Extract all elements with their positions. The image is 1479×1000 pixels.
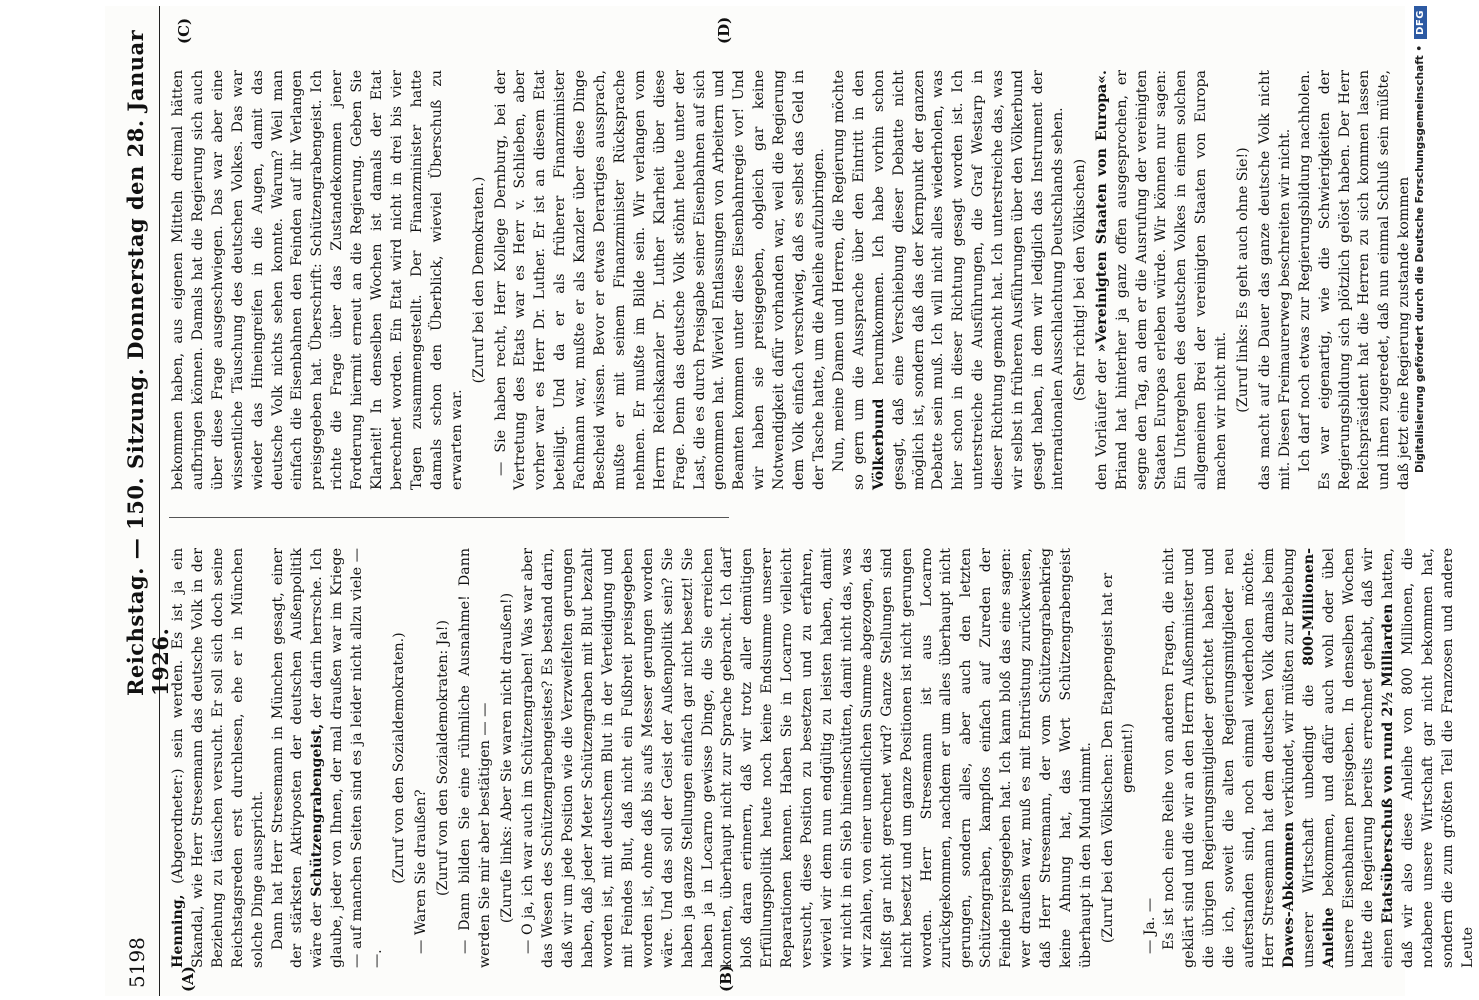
column-rule (169, 517, 729, 518)
interjection: (Zuruf links: Es geht auch ohne Sie!) (1235, 147, 1252, 413)
paragraph: — O ja, ich war auch im Schützengraben! Was war aber das Wesen des Schützengrabengeistes? Es bestand darin, daß wir um jede Position wie die Verzweifelten gerungen haben, daß jeder Meter Schützengraben mit Blut bezahlt worden ist, mit deutschem Blut in der Verteidigung und mit Feindes Blut, daß nicht ein Fußbreit preisgegeben worden ist, ohne daß bis aufs Messer gerungen worden wäre. Und das soll der Geist der Außenpolitik sein? Sie haben ja ganze Stellungen einfach gar nicht besetzt! Sie haben ja in Locarno gewisse Dinge, die Sie erreichen konnten, überhaupt nicht zur Sprache gebracht. Ich darf bloß daran erinnern, daß wir trotz aller demütigen Erfüllungspolitik heute noch keine Endsumme unserer Reparationen kennen. Haben Sie in Locarno vielleicht versucht, diese Position zu besetzen und zu erfahren, wieviel wir denn nun endgültig zu leisten haben, damit wir nicht in ein Sieb hineinschütten, damit nicht das, was wir zahlen, von einer unendlichen Summe abgezogen, das heißt gar nicht gerechnet wird? Ganze Stellungen sind nicht besetzt und um ganze Positionen ist nicht gerungen worden. Herr Stresemann ist aus Locarno zurückgekommen, nachdem er um alles überhaupt nicht gerungen, sondern alles, aber auch den letzten Schützengraben, kampflos einfach auf Zureden der Feinde preisgegeben hat. Ich kann bloß das eine sagen: wer draußen war, muß es mit Entrüstung zurückweisen, daß Herr Stresemann, der vom Schützengrabenkrieg keine Ahnung hat, das Wort Schützengrabengeist überhaupt in den Mund nimmt. (520, 548, 1094, 968)
margin-mark-d: (D) (715, 16, 733, 44)
paragraph: — Dann bilden Sie eine rühmliche Ausnahme! Dann werden Sie mir aber bestätigen — — (456, 548, 493, 968)
emphasis: Dawes-Abkommen (1280, 821, 1297, 968)
interjection: (Zuruf bei den Demokraten.) (470, 176, 487, 384)
emphasis: »Vereinigten Staaten von Europa«. (1093, 70, 1110, 353)
left-column (169, 547, 1476, 968)
speaker-name: Henning, (170, 894, 186, 968)
margin-mark-c: (C) (175, 17, 193, 44)
paragraph: Es ist noch eine Reihe von anderen Fragen, die nicht geklärt sind und die wir an den Herrn Außenminister und die übrigen Regierungsmitglieder gerichtet haben und die ich, soweit die alten Regierungsmitglieder neu auferstanden sind, noch einmal wiederholen möchte. Herr Stresemann hat dem deutschen Volk damals beim Dawes-Abkommen verkündet, wir müßten zur Belebung unserer Wirtschaft unbedingt die 800-Millionen-Anleihe bekommen, und dafür auch wohl oder übel unsere Eisenbahnen preisgeben. In denselben Wochen hatte die Regierung bereits errechnet gehabt, daß wir einen Etatsüberschuß von rund 2½ Milliarden hatten, daß wir also diese Anleihe von 800 Millionen, die notabene unsere Wirtschaft gar nicht bekommen hat, sondern die zum größten Teil die Franzosen und andere Leute (1161, 548, 1476, 968)
speaker-role: (Abgeordneter:) (170, 768, 186, 884)
paragraph: Ich darf noch etwas zur Regierungsbildung nachholen. Es war eigenartig, wie die Schwierigkeiten der Regierungsbildung sich plötzlich gelöst haben. Der Herr Reichspräsident hat die Herren zu sich kommen lassen und ihnen zugeredet, daß nun einmal Schluß sein müßte, daß jetzt eine Regierung zustande kommen (1296, 70, 1413, 490)
paragraph: — Sie haben recht, Herr Kollege Dernburg, bei der Vertretung des Etats war es Herr v. Schlieben, aber vorher war es Herr Dr. Luther. Er ist an diesem Etat beteiligt. Und da er als früherer Finanzminister Fachmann war, mußte er als Kanzler über diese Dinge Bescheid wissen. Bevor er etwas Derartiges aussprach, mußte er mit seinem Finanzminister Rücksprache nehmen. Er mußte im Bilde sein. Wir verlangen vom Herrn Reichskanzler Dr. Luther Klarheit über diese Frage. Denn das deutsche Volk stöhnt heute unter der Last, die es durch Preisgabe seiner Eisenbahnen auf sich genommen hat. Wieviel Entlassungen von Arbeitern und Beamten kommen unter diese Eisenbahnregie vor! Und wir haben sie preisgegeben, obgleich gar keine Notwendigkeit dafür vorhanden war, weil die Regierung dem Volk einfach verschwieg, daß es selbst das Geld in der Tasche hatte, um die Anleihe aufzubringen. (492, 70, 827, 490)
right-column (169, 70, 1413, 490)
interjection: (Zuruf von den Sozialdemokraten: Ja!) (434, 619, 451, 897)
margin-mark-b: (B) (717, 965, 735, 992)
running-header (115, 6, 173, 996)
paragraph-text: sein werden. Es ist ja ein Skandal, wie Herr Stresemann das deutsche Volk in der Beziehung zu täuschen versucht. Er soll sich doch seine Reichstagsreden erst durchlesen, ehe er in München solche Dinge ausspricht. (170, 547, 266, 968)
margin-mark-a: (A) (179, 966, 197, 992)
digitization-footer (1408, 6, 1432, 996)
interjection: (Sehr richtig! bei den Völkischen) (1071, 158, 1088, 402)
running-title: Reichstag. — 150. Sitzung. Donnerstag den 28. Januar 1926. (123, 29, 173, 696)
paragraph: Nun, meine Damen und Herren, die Regierung möchte so gern um die Aussprache über den Eintritt in den Völkerbund herumkommen. Ich habe vorhin schon gesagt, daß eine Verschiebung dieser Debatte nicht möglich ist, sondern daß das der Kernpunkt der ganzen Debatte sein muß. Ich will nicht alles wiederholen, was hier schon in dieser Richtung gesagt worden ist. Ich unterstreiche die Ausführungen, die Graf Westarp in dieser Richtung gemacht hat. Ich unterstreiche das, was wir selbst in früheren Ausführungen über den Völkerbund gesagt haben, in dem wir lediglich das Instrument der internationalen Ausschlachtung Deutschlands sehen. (830, 70, 1066, 490)
interjection: (Zuruf bei den Völkischen: Den Etappengeist hat er gemeint!) (1099, 572, 1136, 944)
emphasis: Völkerbund (870, 398, 887, 490)
dfg-logo: DFG (1414, 6, 1427, 39)
emphasis: Schützengrabengeist, (309, 723, 326, 897)
paragraph: das macht auf die Dauer das ganze deutsche Volk nicht mit. Diesen Freimaurerweg beschreiten wir nicht. (1256, 70, 1293, 490)
page-number: 5198 (125, 937, 149, 988)
digitization-strip (1408, 6, 1432, 996)
interjection: (Zuruf von den Sozialdemokraten.) (390, 632, 407, 884)
paragraph: bekommen haben, aus eigenen Mitteln dreimal hätten aufbringen können. Damals hat die Regierung sich auch über diese Frage ausgeschwiegen. Das war aber eine wissentliche Täuschung des deutschen Volkes. Das war wieder das Hineingreifen in die Augen, damit das deutsche Volk nichts sehen konnte. Warum? Weil man einfach die Eisenbahnen den Feinden auf ihr Verlangen preisgegeben hat. Überschrift: Schützengrabengeist. Ich richte die Frage über das Zustandekommen jener Forderung hiermit erneut an die Regierung. Geben Sie Klarheit! In denselben Wochen ist damals der Etat berechnet worden. Ein Etat wird nicht in drei bis vier Tagen zusammengestellt. Der Finanzminister hatte damals schon den Überblick, wieviel Überschuß zu erwarten war. (170, 70, 465, 490)
paragraph: den Vorläufer der »Vereinigten Staaten von Europa«. Briand hat hinterher ja ganz offen ausgesprochen, er segne den Tag, an dem er die Ausrufung der vereinigten Staaten Europas erleben würde. Wir können nur sagen: Ein Untergehen des deutschen Volkes in einem solchen allgemeinen Brei der vereinigten Staaten von Europa machen wir nicht mit. (1093, 70, 1230, 490)
paragraph: — Ja. — (1141, 897, 1158, 954)
emphasis: Etatsüberschuß von rund 2½ Milliarden (1380, 603, 1397, 924)
digitization-note: Digitalisierung gefördert durch die Deutsche Forschungsgemeinschaft • (1414, 44, 1426, 473)
interjection: (Zurufe links: Aber Sie waren nicht draußen!) (498, 592, 515, 924)
paragraph: — Waren Sie draußen? (412, 789, 429, 954)
paragraph: Dann hat Herr Stresemann in München gesagt, einer der stärksten Aktivposten der deutschen Außenpolitik wäre der Schützengrabengeist, der darin herrsche. Ich glaube, jeder von Ihnen, der mal draußen war im Kriege — auf manchen Seiten sind es ja leider nicht allzu viele — —. (269, 547, 386, 968)
emphasis: 800-Millionen-Anleihe (1300, 548, 1337, 968)
paragraph (169, 548, 269, 968)
